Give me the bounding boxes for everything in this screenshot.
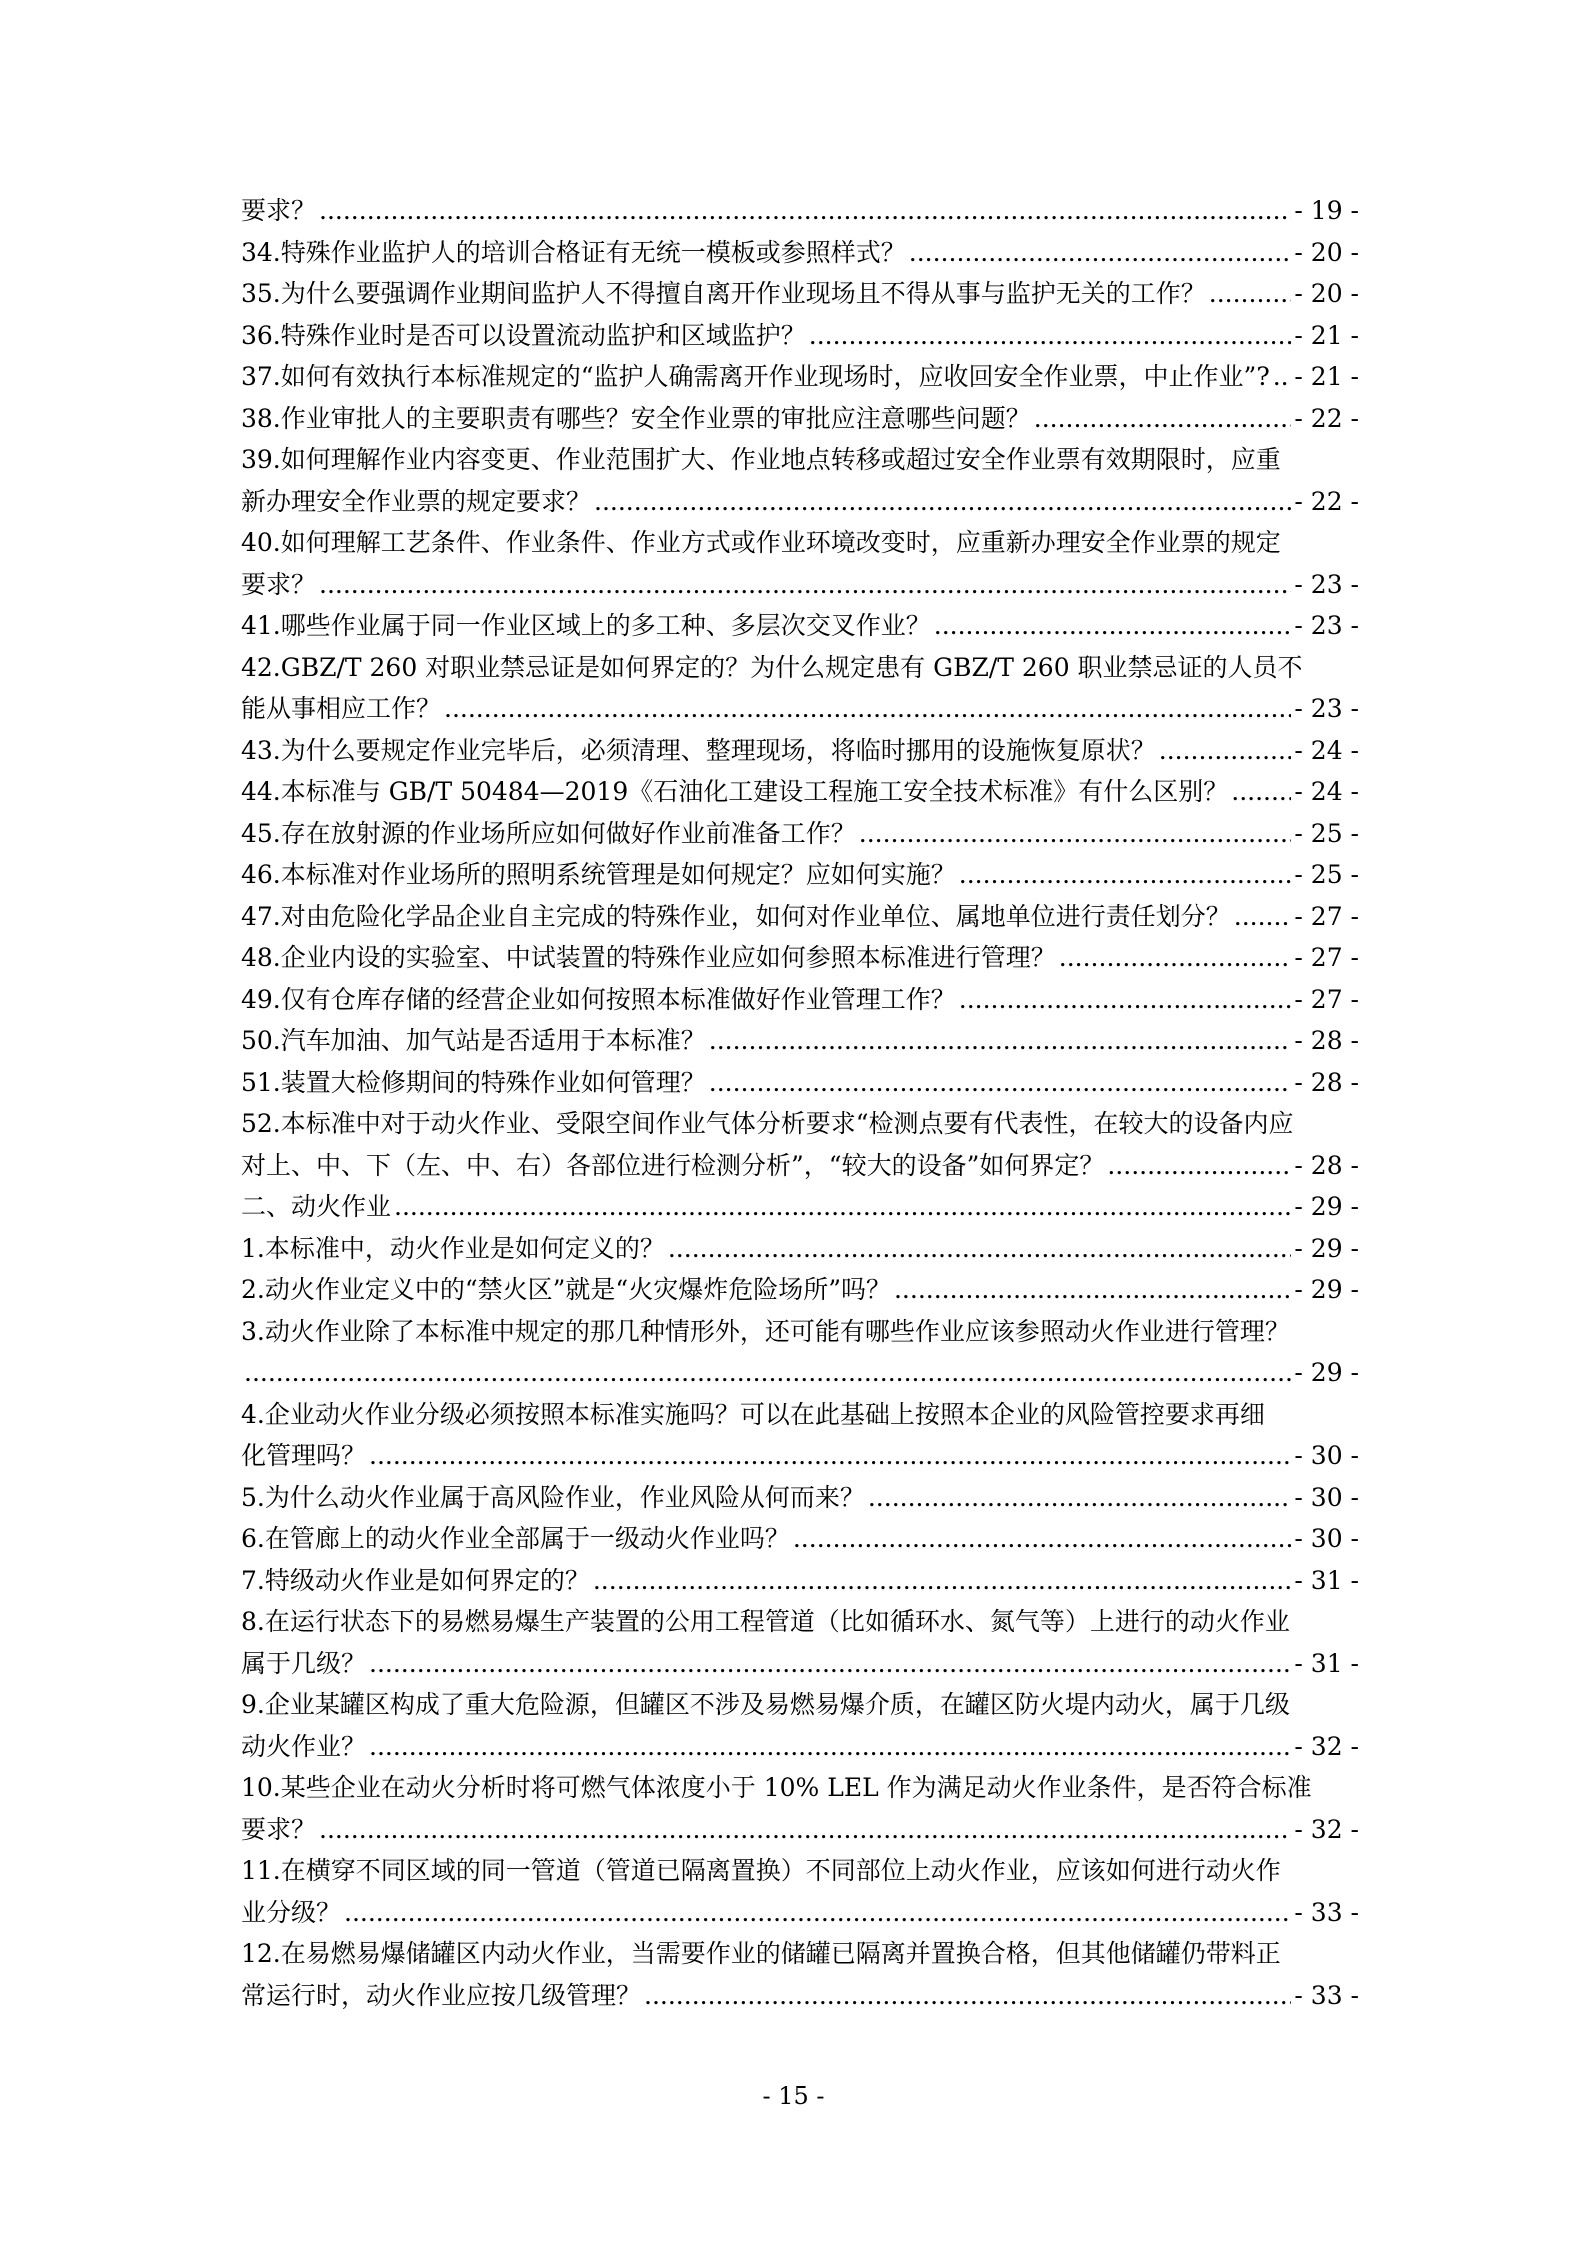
toc-page-number: - 33 -	[1294, 1980, 1359, 2010]
toc-entry-title: 44.本标准与 GB/T 50484—2019《石油化工建设工程施工安全技术标准》有什么区别？	[241, 777, 1229, 806]
dot-leader	[1234, 896, 1292, 938]
toc-entry-title: 48.企业内设的实验室、中试装置的特殊作业应如何参照本标准进行管理？	[241, 943, 1056, 972]
dot-leader	[344, 1892, 1291, 1934]
toc-entry-title: 46.本标准对作业场所的照明系统管理是如何规定？应如何实施？	[241, 860, 956, 889]
toc-line	[241, 1228, 1359, 1270]
toc-page-number: - 27 -	[1294, 984, 1359, 1014]
toc-page-number: - 22 -	[1294, 486, 1359, 516]
toc-line	[241, 1435, 1359, 1477]
toc-line	[241, 896, 1359, 938]
toc-line	[241, 1892, 1359, 1934]
dot-leader	[1209, 273, 1292, 315]
dot-leader	[244, 1352, 1291, 1394]
dot-leader	[593, 1560, 1292, 1602]
toc-entry-title: 6.在管廊上的动火作业全部属于一级动火作业吗？	[241, 1524, 790, 1553]
toc-line	[241, 813, 1359, 855]
toc-entry[interactable]	[241, 1103, 1359, 1186]
toc-page-number: - 30 -	[1294, 1482, 1359, 1512]
toc-page-number: - 32 -	[1294, 1814, 1359, 1844]
toc-entry-title: 49.仅有仓库存储的经营企业如何按照本标准做好作业管理工作？	[241, 984, 956, 1014]
toc-entry-title: 1.本标准中，动火作业是如何定义的？	[241, 1233, 665, 1263]
toc-entry[interactable]	[241, 439, 1359, 522]
toc-entry-title: 9.企业某罐区构成了重大危险源，但罐区不涉及易燃易爆介质，在罐区防火堤内动火，属于几级	[241, 1690, 1290, 1719]
toc-entry[interactable]	[241, 1560, 1359, 1602]
toc-page-number: - 33 -	[1294, 1897, 1359, 1927]
toc-entry-title: 12.在易燃易爆储罐区内动火作业，当需要作业的储罐已隔离并置换合格，但其他储罐仍带料正	[241, 1939, 1281, 1968]
dot-leader	[319, 1809, 1291, 1851]
toc-entry-title: 40.如何理解工艺条件、作业条件、作业方式或作业环境改变时，应重新办理安全作业票的规定	[241, 528, 1281, 557]
toc-page-number: - 28 -	[1294, 1150, 1359, 1180]
toc-entry[interactable]	[241, 522, 1359, 605]
dot-leader	[709, 1062, 1292, 1104]
toc-page-number: - 24 -	[1294, 777, 1359, 806]
toc-entry-title: 42.GBZ/T 260 对职业禁忌证是如何界定的？为什么规定患有 GBZ/T 260 职业禁忌证的人员不	[241, 652, 1303, 682]
toc-entry[interactable]	[241, 232, 1359, 274]
dot-leader	[959, 979, 1292, 1021]
toc-line	[241, 1269, 1359, 1311]
dot-leader	[1273, 356, 1292, 398]
toc-entry[interactable]	[241, 1933, 1359, 2016]
toc-page-number: - 24 -	[1294, 735, 1359, 765]
toc-line	[241, 1809, 1359, 1851]
toc-line	[241, 937, 1359, 979]
toc-entry[interactable]	[241, 937, 1359, 979]
toc-page-number: - 25 -	[1294, 860, 1359, 889]
page-number: - 15 -	[762, 2082, 825, 2110]
dot-leader	[1231, 771, 1291, 813]
toc-page-number: - 19 -	[1294, 196, 1359, 225]
toc-page-number: - 29 -	[1294, 1192, 1359, 1221]
toc-entry[interactable]	[241, 813, 1359, 855]
toc-line	[241, 1518, 1359, 1560]
toc-line	[241, 1726, 1359, 1768]
toc-entry-title: 45.存在放射源的作业场所应如何做好作业前准备工作？	[241, 818, 856, 848]
toc-entry[interactable]	[241, 1020, 1359, 1062]
dot-leader	[668, 1228, 1292, 1270]
dot-leader	[1059, 937, 1292, 979]
toc-entry-title: 要求？	[241, 196, 317, 225]
toc-line	[241, 564, 1359, 606]
table-of-contents	[241, 190, 1359, 2016]
toc-entry[interactable]	[241, 1518, 1359, 1560]
toc-page-number: - 29 -	[1294, 1233, 1359, 1263]
toc-entry-title: 35.为什么要强调作业期间监护人不得擅自离开作业现场且不得从事与监护无关的工作？	[241, 279, 1206, 308]
toc-line	[241, 1560, 1359, 1602]
toc-entry-title: 34.特殊作业监护人的培训合格证有无统一模板或参照样式？	[241, 237, 906, 267]
toc-line	[241, 1103, 1359, 1145]
toc-page-number: - 23 -	[1294, 611, 1359, 640]
toc-entry[interactable]	[241, 1394, 1359, 1477]
toc-page-number: - 20 -	[1294, 279, 1359, 308]
toc-page-number: - 30 -	[1294, 1441, 1359, 1470]
toc-line	[241, 1062, 1359, 1104]
toc-page-number: - 28 -	[1294, 1026, 1359, 1055]
toc-page-number: - 22 -	[1294, 403, 1359, 433]
toc-entry-title: 3.动火作业除了本标准中规定的那几种情形外，还可能有哪些作业应该参照动火作业进行管理？	[241, 1316, 1290, 1346]
toc-line	[241, 1145, 1359, 1187]
toc-entry-title: 51.装置大检修期间的特殊作业如何管理？	[241, 1067, 706, 1097]
dot-leader	[369, 1726, 1291, 1768]
dot-leader	[369, 1643, 1291, 1685]
toc-entry-title: 要求？	[241, 1814, 317, 1844]
toc-entry-title: 47.对由危险化学品企业自主完成的特殊作业，如何对作业单位、属地单位进行责任划分？	[241, 901, 1231, 931]
toc-page-number: - 31 -	[1294, 1565, 1359, 1595]
toc-line	[241, 1311, 1359, 1353]
toc-entry-title: 2.动火作业定义中的“禁火区”就是“火灾爆炸危险场所”吗？	[241, 1275, 891, 1304]
toc-entry[interactable]	[241, 979, 1359, 1021]
dot-leader	[644, 1975, 1291, 2017]
toc-page-number: - 23 -	[1294, 569, 1359, 599]
toc-entry-title: 41.哪些作业属于同一作业区域上的多工种、多层次交叉作业？	[241, 611, 931, 640]
toc-line	[241, 1850, 1359, 1892]
toc-line	[241, 1767, 1359, 1809]
toc-entry[interactable]	[241, 647, 1359, 730]
toc-line	[241, 1020, 1359, 1062]
toc-line	[241, 1643, 1359, 1685]
toc-entry-title: 新办理安全作业票的规定要求？	[241, 486, 592, 516]
toc-entry[interactable]	[241, 1062, 1359, 1104]
toc-line	[241, 1352, 1359, 1394]
dot-leader	[709, 1020, 1292, 1062]
toc-entry[interactable]	[241, 1684, 1359, 1767]
toc-entry-title: 8.在运行状态下的易燃易爆生产装置的公用工程管道（比如循环水、氮气等）上进行的动火作业	[241, 1607, 1290, 1636]
toc-line	[241, 605, 1359, 647]
toc-line	[241, 1394, 1359, 1436]
toc-entry-title: 化管理吗？	[241, 1441, 367, 1470]
toc-line	[241, 1601, 1359, 1643]
dot-leader	[1107, 1145, 1291, 1187]
toc-entry[interactable]	[241, 398, 1359, 440]
dot-leader	[909, 232, 1292, 274]
toc-page-number: - 32 -	[1294, 1731, 1359, 1761]
dot-leader	[594, 481, 1291, 523]
toc-entry[interactable]	[241, 273, 1359, 315]
toc-entry-title: 36.特殊作业时是否可以设置流动监护和区域监护？	[241, 320, 806, 350]
toc-page-number: - 23 -	[1294, 694, 1359, 723]
dot-leader	[793, 1518, 1292, 1560]
toc-page-number: - 27 -	[1294, 901, 1359, 931]
dot-leader	[394, 1186, 1291, 1228]
toc-entry-title: 38.作业审批人的主要职责有哪些？安全作业票的审批应注意哪些问题？	[241, 403, 1031, 433]
toc-entry[interactable]	[241, 1269, 1359, 1311]
dot-leader	[868, 1477, 1292, 1519]
toc-entry-title: 50.汽车加油、加气站是否适用于本标准？	[241, 1026, 706, 1055]
toc-page-number: - 30 -	[1294, 1524, 1359, 1553]
toc-entry-title: 属于几级？	[241, 1648, 367, 1678]
dot-leader	[859, 813, 1292, 855]
toc-entry-title: 4.企业动火作业分级必须按照本标准实施吗？可以在此基础上按照本企业的风险管控要求再细	[241, 1399, 1265, 1429]
dot-leader	[894, 1269, 1291, 1311]
toc-entry[interactable]	[241, 315, 1359, 357]
toc-line	[241, 356, 1359, 398]
toc-line	[241, 730, 1359, 772]
toc-entry[interactable]	[241, 605, 1359, 647]
toc-page-number: - 29 -	[1294, 1275, 1359, 1304]
toc-page-number: - 29 -	[1294, 1358, 1359, 1387]
toc-entry[interactable]	[241, 356, 1359, 398]
toc-entry-title: 37.如何有效执行本标准规定的“监护人确需离开作业现场时，应收回安全作业票，中止作业”?	[241, 362, 1270, 391]
toc-entry[interactable]	[241, 1601, 1359, 1684]
toc-entry-title: 业分级？	[241, 1897, 342, 1927]
toc-entry-title: 能从事相应工作？	[241, 694, 442, 723]
toc-line	[241, 1477, 1359, 1519]
toc-entry[interactable]	[241, 1850, 1359, 1933]
toc-line	[241, 688, 1359, 730]
dot-leader	[369, 1435, 1291, 1477]
dot-leader	[1159, 730, 1292, 772]
toc-page-number: - 27 -	[1294, 943, 1359, 972]
dot-leader	[934, 605, 1292, 647]
toc-page-number: - 21 -	[1294, 362, 1359, 391]
toc-entry-title: 10.某些企业在动火分析时将可燃气体浓度小于 10% LEL 作为满足动火作业条件，是否符合标准	[241, 1773, 1312, 1802]
toc-entry-title: 11.在横穿不同区域的同一管道（管道已隔离置换）不同部位上动火作业，应该如何进行动火作	[241, 1856, 1281, 1885]
dot-leader	[809, 315, 1292, 357]
toc-page-number: - 21 -	[1294, 320, 1359, 350]
toc-line	[241, 854, 1359, 896]
toc-entry[interactable]	[241, 854, 1359, 896]
toc-line	[241, 190, 1359, 232]
toc-line	[241, 979, 1359, 1021]
toc-entry[interactable]	[241, 1311, 1359, 1394]
toc-line	[241, 647, 1359, 689]
toc-entry-title: 二、动火作业	[241, 1192, 392, 1221]
toc-entry-title: 7.特级动火作业是如何界定的？	[241, 1565, 590, 1595]
toc-line	[241, 1933, 1359, 1975]
toc-line	[241, 1975, 1359, 2017]
toc-line	[241, 1186, 1359, 1228]
toc-entry-title: 39.如何理解作业内容变更、作业范围扩大、作业地点转移或超过安全作业票有效期限时，应重	[241, 445, 1281, 474]
toc-entry[interactable]	[241, 1228, 1359, 1270]
toc-page-number: - 20 -	[1294, 237, 1359, 267]
toc-entry-title: 常运行时，动火作业应按几级管理？	[241, 1980, 642, 2010]
toc-entry[interactable]	[241, 1477, 1359, 1519]
dot-leader	[1034, 398, 1292, 440]
toc-entry[interactable]	[241, 1186, 1359, 1228]
toc-line	[241, 273, 1359, 315]
toc-line	[241, 522, 1359, 564]
toc-page-number: - 25 -	[1294, 818, 1359, 848]
toc-entry-title: 对上、中、下（左、中、右）各部位进行检测分析”，“较大的设备”如何界定？	[241, 1150, 1105, 1180]
toc-entry-title: 5.为什么动火作业属于高风险作业，作业风险从何而来？	[241, 1482, 865, 1512]
toc-line	[241, 771, 1359, 813]
toc-entry-title: 43.为什么要规定作业完毕后，必须清理、整理现场，将临时挪用的设施恢复原状？	[241, 735, 1156, 765]
toc-line	[241, 481, 1359, 523]
toc-entry[interactable]	[241, 1767, 1359, 1850]
toc-line	[241, 1684, 1359, 1726]
toc-line	[241, 315, 1359, 357]
toc-entry-title: 动火作业？	[241, 1731, 367, 1761]
toc-page-number: - 28 -	[1294, 1067, 1359, 1097]
toc-entry[interactable]	[241, 190, 1359, 232]
toc-line	[241, 232, 1359, 274]
toc-entry-title: 52.本标准中对于动火作业、受限空间作业气体分析要求“检测点要有代表性，在较大的设备内应	[241, 1109, 1294, 1138]
toc-entry[interactable]	[241, 896, 1359, 938]
toc-entry[interactable]	[241, 730, 1359, 772]
dot-leader	[319, 190, 1291, 232]
toc-entry-title: 要求？	[241, 569, 317, 599]
toc-entry[interactable]	[241, 771, 1359, 813]
dot-leader	[319, 564, 1291, 606]
toc-page-number: - 31 -	[1294, 1648, 1359, 1678]
dot-leader	[959, 854, 1292, 896]
toc-line	[241, 439, 1359, 481]
dot-leader	[444, 688, 1291, 730]
toc-line	[241, 398, 1359, 440]
